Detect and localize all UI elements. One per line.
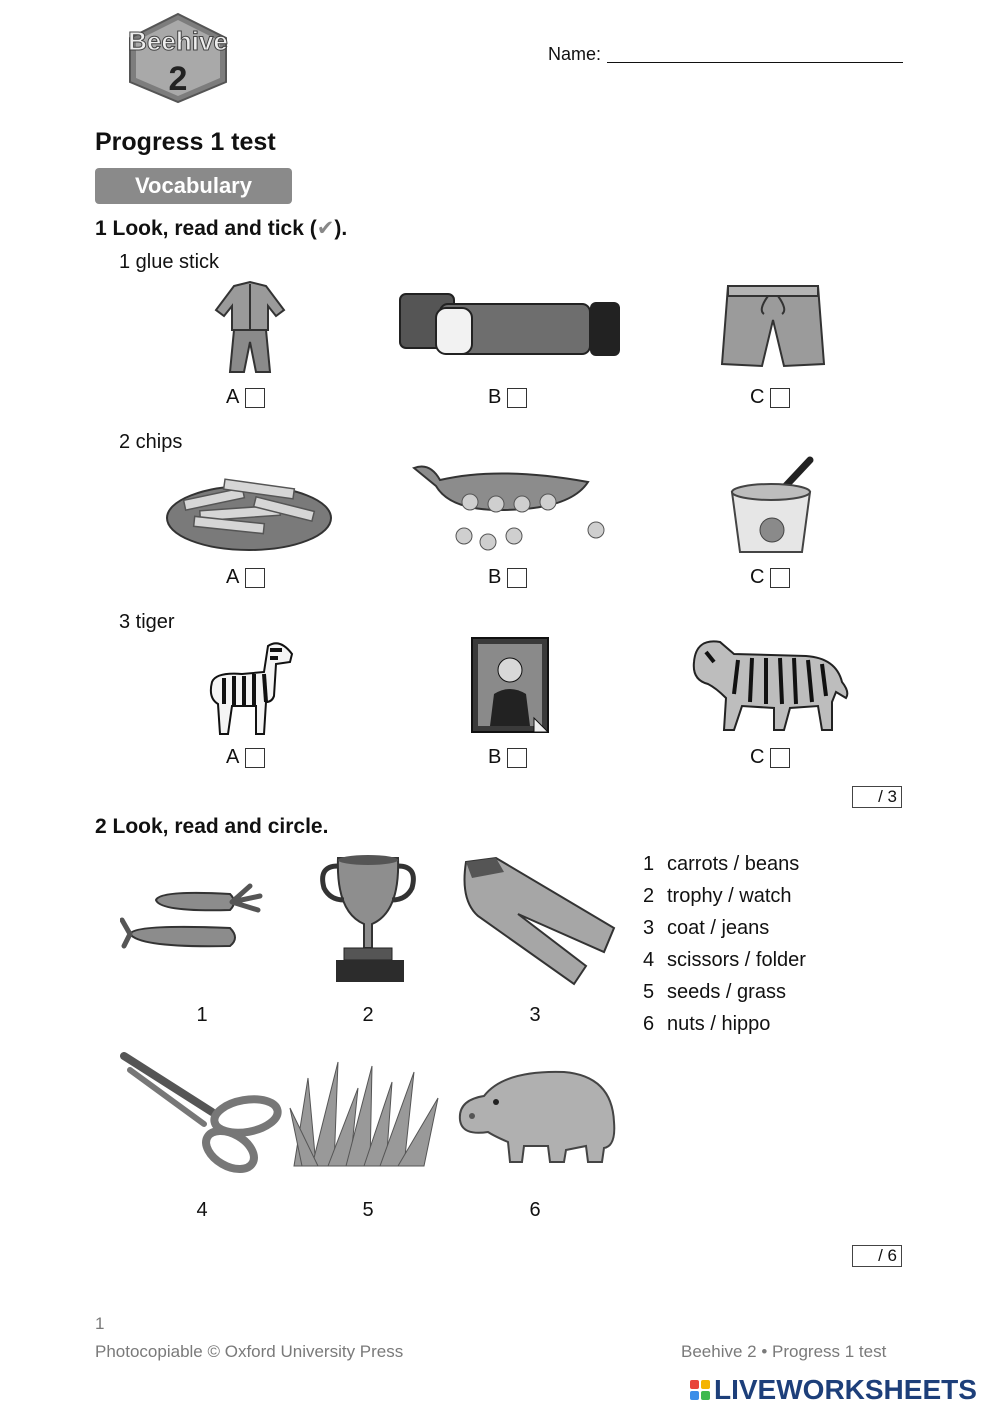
word-choice[interactable] bbox=[643, 1008, 806, 1040]
option-2a bbox=[226, 566, 265, 589]
checkbox-2a[interactable] bbox=[245, 568, 265, 588]
option-3c bbox=[750, 746, 790, 769]
yoghurt-icon bbox=[726, 456, 822, 558]
option-letter: C bbox=[750, 566, 765, 588]
word-choice-number: 2 bbox=[643, 885, 655, 907]
hippo-icon bbox=[454, 1066, 618, 1166]
word-choice[interactable] bbox=[643, 944, 806, 976]
checkbox-3c[interactable] bbox=[770, 748, 790, 768]
section-tab-vocabulary: Vocabulary bbox=[95, 168, 292, 204]
word-choice[interactable] bbox=[643, 912, 806, 944]
shorts-icon bbox=[718, 280, 828, 372]
book-reference: Beehive 2 • Progress 1 test bbox=[681, 1342, 887, 1361]
jeans-icon bbox=[456, 856, 618, 986]
option-2c bbox=[750, 566, 790, 589]
option-letter: C bbox=[750, 386, 765, 408]
score-box-exercise-1: / 3 bbox=[852, 786, 902, 808]
picture-number: 1 bbox=[196, 1004, 208, 1026]
exercise-1-heading-suffix: ). bbox=[334, 217, 348, 240]
exercise-1-heading-prefix: 1 Look, read and tick ( bbox=[95, 217, 317, 240]
picture-number: 2 bbox=[362, 1004, 374, 1026]
word-choice[interactable] bbox=[643, 976, 806, 1008]
checkbox-3a[interactable] bbox=[245, 748, 265, 768]
score-box-exercise-2: / 6 bbox=[852, 1245, 902, 1267]
option-letter: C bbox=[750, 746, 765, 768]
checkbox-1c[interactable] bbox=[770, 388, 790, 408]
option-letter: B bbox=[488, 386, 502, 408]
brand-text: LIVEWORKSHEETS bbox=[714, 1374, 977, 1405]
option-1b bbox=[488, 386, 527, 409]
word-choice-number: 6 bbox=[643, 1013, 655, 1035]
option-1a bbox=[226, 386, 265, 409]
grass-icon bbox=[288, 1058, 448, 1170]
word-choice-number: 4 bbox=[643, 949, 655, 971]
word-choice-text: coat / jeans bbox=[667, 917, 770, 939]
tick-icon: ✔ bbox=[316, 217, 335, 240]
option-2b bbox=[488, 566, 527, 589]
name-input-line[interactable] bbox=[607, 62, 903, 63]
picture-number: 4 bbox=[196, 1199, 208, 1221]
checkbox-1a[interactable] bbox=[245, 388, 265, 408]
word-choice-text: trophy / watch bbox=[667, 885, 792, 907]
word-choice-number: 1 bbox=[643, 853, 655, 875]
svg-text:Beehive: Beehive bbox=[128, 26, 228, 56]
item-2-label: 2 chips bbox=[119, 431, 183, 453]
trophy-icon bbox=[318, 852, 418, 986]
tiger-icon bbox=[686, 632, 854, 736]
word-choice-number: 5 bbox=[643, 981, 655, 1003]
page-title: Progress 1 test bbox=[95, 128, 276, 156]
checkbox-1b[interactable] bbox=[507, 388, 527, 408]
liveworksheets-logo bbox=[690, 1374, 977, 1406]
carrots-icon bbox=[120, 880, 284, 960]
word-choice-number: 3 bbox=[643, 917, 655, 939]
item-3-label: 3 tiger bbox=[119, 611, 175, 633]
checkbox-2c[interactable] bbox=[770, 568, 790, 588]
word-choice-text: scissors / folder bbox=[667, 949, 806, 971]
chips-plate-icon bbox=[164, 460, 334, 554]
word-choice[interactable] bbox=[643, 848, 806, 880]
word-choice-text: seeds / grass bbox=[667, 981, 786, 1003]
exercise-2-heading: 2 Look, read and circle. bbox=[95, 815, 329, 838]
option-letter: A bbox=[226, 566, 240, 588]
option-letter: B bbox=[488, 566, 502, 588]
exercise-1-heading bbox=[95, 216, 347, 241]
zebra-icon bbox=[202, 636, 298, 740]
beehive-logo bbox=[108, 12, 248, 104]
liveworksheets-mark-icon bbox=[690, 1380, 710, 1400]
glue-stick-icon bbox=[396, 288, 626, 364]
option-3a bbox=[226, 746, 265, 769]
pyjamas-icon bbox=[212, 280, 288, 374]
copyright-text: Photocopiable © Oxford University Press bbox=[95, 1342, 404, 1361]
word-choice-text: carrots / beans bbox=[667, 853, 800, 875]
word-choice[interactable] bbox=[643, 880, 806, 912]
option-3b bbox=[488, 746, 527, 769]
checkbox-2b[interactable] bbox=[507, 568, 527, 588]
option-letter: A bbox=[226, 746, 240, 768]
scissors-icon bbox=[120, 1052, 284, 1176]
option-letter: A bbox=[226, 386, 240, 408]
poster-icon bbox=[470, 636, 552, 736]
checkbox-3b[interactable] bbox=[507, 748, 527, 768]
page-number: 1 bbox=[95, 1314, 105, 1333]
picture-number: 6 bbox=[529, 1199, 541, 1221]
picture-number: 3 bbox=[529, 1004, 541, 1026]
pea-pod-icon bbox=[410, 460, 610, 552]
option-letter: B bbox=[488, 746, 502, 768]
name-label: Name: bbox=[548, 44, 602, 64]
word-choice-list bbox=[643, 848, 806, 1040]
picture-number: 5 bbox=[362, 1199, 374, 1221]
word-choice-text: nuts / hippo bbox=[667, 1013, 771, 1035]
svg-text:2: 2 bbox=[168, 60, 188, 98]
option-1c bbox=[750, 386, 790, 409]
item-1-label: 1 glue stick bbox=[119, 251, 220, 273]
